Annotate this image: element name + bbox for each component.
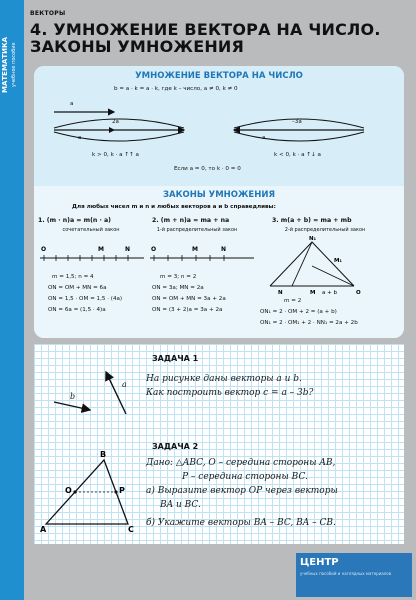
svg-text:O: O [41, 246, 47, 253]
task1-vector-b [54, 402, 90, 410]
publisher-logo: ЦЕНТР [300, 557, 339, 568]
left-condition: k > 0, k · a ↑↑ a [92, 152, 139, 158]
theory-panel [34, 66, 404, 338]
ex1-line4: ON = 6a = (1,5 · 4)a [48, 307, 106, 313]
svg-text:M: M [310, 290, 316, 296]
svg-text:M: M [98, 246, 104, 253]
task1-line1: На рисунке даны векторы a и b. [146, 374, 302, 384]
page-title-line2: ЗАКОНЫ УМНОЖЕНИЯ [30, 37, 245, 56]
task2-line5: б) Укажите векторы BA – BC, BA – CB. [146, 518, 336, 528]
svg-text:N: N [278, 290, 283, 296]
right-condition: k < 0, k · a ↑↓ a [274, 152, 321, 158]
subject-subtitle: учебное пособие [11, 42, 17, 88]
law2: 2. (m + n)a = ma + na [152, 217, 230, 224]
svg-text:P: P [119, 486, 125, 495]
svg-text:O: O [151, 246, 157, 253]
multiply-formula: b = a · k = a · k, где k – число, a ≠ 0, k ≠ 0 [114, 86, 238, 92]
task1-line2: Как построить вектор c = a – 3b? [146, 388, 314, 398]
publisher-footer [296, 553, 412, 597]
task2-head: ЗАДАЧА 2 [152, 442, 199, 451]
svg-text:A: A [40, 525, 47, 534]
laws-intro: Для любых чисел m и n и любых векторов a и b справедливы: [72, 204, 276, 210]
task2-line2: P – середина стороны BC. [182, 472, 308, 482]
task2-line4: BA и BC. [160, 500, 201, 510]
label-a-top: a [70, 101, 74, 107]
law2-name: 1-й распределительный закон [156, 227, 238, 233]
ex3-line1: m = 2 [284, 298, 302, 304]
ex2-line1: m = 3; n = 2 [160, 274, 197, 280]
label-a-bot: a [78, 135, 82, 141]
label-minus3a: –3a [292, 119, 302, 125]
multiply-title: УМНОЖЕНИЕ ВЕКТОРА НА ЧИСЛО [135, 71, 303, 81]
law1: 1. (m · n)a = m(n · a) [38, 217, 111, 224]
task1-vector-a [106, 372, 126, 414]
page-title [30, 21, 406, 55]
svg-text:M₁: M₁ [334, 258, 342, 264]
svg-text:N: N [221, 246, 227, 253]
zero-rule: Если a = 0, то k · 0 = 0 [174, 166, 241, 172]
ex3-line2: ON₁ = 2 · OM + 2 = (a + b) [260, 309, 337, 315]
sidebar-label [1, 10, 23, 120]
task1-head: ЗАДАЧА 1 [152, 354, 199, 363]
svg-text:N₁: N₁ [309, 236, 317, 242]
label-a-right: a [262, 135, 266, 141]
svg-text:M: M [192, 246, 198, 253]
law3: 3. m(a + b) = ma + mb [272, 217, 352, 224]
tasks-grid [34, 344, 404, 544]
ex1-line3: ON = 1,5 · OM = 1,5 · (4a) [48, 296, 123, 302]
ex2-line3: ON = OM + MN = 3a + 2a [152, 296, 226, 302]
svg-text:O: O [65, 486, 72, 495]
ex2-line4: ON = (3 + 2)a = 3a + 2a [152, 307, 223, 313]
svg-text:a + b: a + b [322, 290, 337, 296]
task2-line1: Дано: △ABC, O – середина стороны AB, [146, 458, 336, 468]
ex3-line3: ON₁ = 2 · OM₁ + 2 · NN₁ = 2a + 2b [260, 320, 358, 326]
label-2a: 2a [112, 119, 119, 125]
task2-line3: а) Выразите вектор OP через векторы [146, 486, 338, 496]
svg-text:N: N [125, 246, 131, 253]
task1-label-b: b [70, 392, 76, 401]
header [30, 10, 406, 55]
svg-text:O: O [356, 290, 361, 296]
page-title-line1: 4. УМНОЖЕНИЕ ВЕКТОРА НА ЧИСЛО. [30, 20, 381, 39]
task1-label-a: a [122, 380, 127, 389]
law3-name: 2-й распределительный закон [284, 227, 366, 233]
ex1-line1: m = 1,5; n = 4 [52, 274, 94, 280]
subject-label: МАТЕМАТИКА [1, 36, 9, 94]
ex1-line2: ON = OM + MN = 6a [48, 285, 107, 291]
section-tag: ВЕКТОРЫ [30, 10, 66, 17]
law1-name: сочетательный закон [62, 227, 120, 233]
svg-text:C: C [128, 525, 134, 534]
publisher-text: учебных пособий и наглядных материалов [300, 571, 392, 576]
ex2-line2: ON = 3a; MN = 2a [152, 285, 204, 291]
sidebar-strip [0, 0, 24, 600]
laws-title: ЗАКОНЫ УМНОЖЕНИЯ [162, 190, 275, 200]
svg-text:B: B [100, 450, 107, 459]
